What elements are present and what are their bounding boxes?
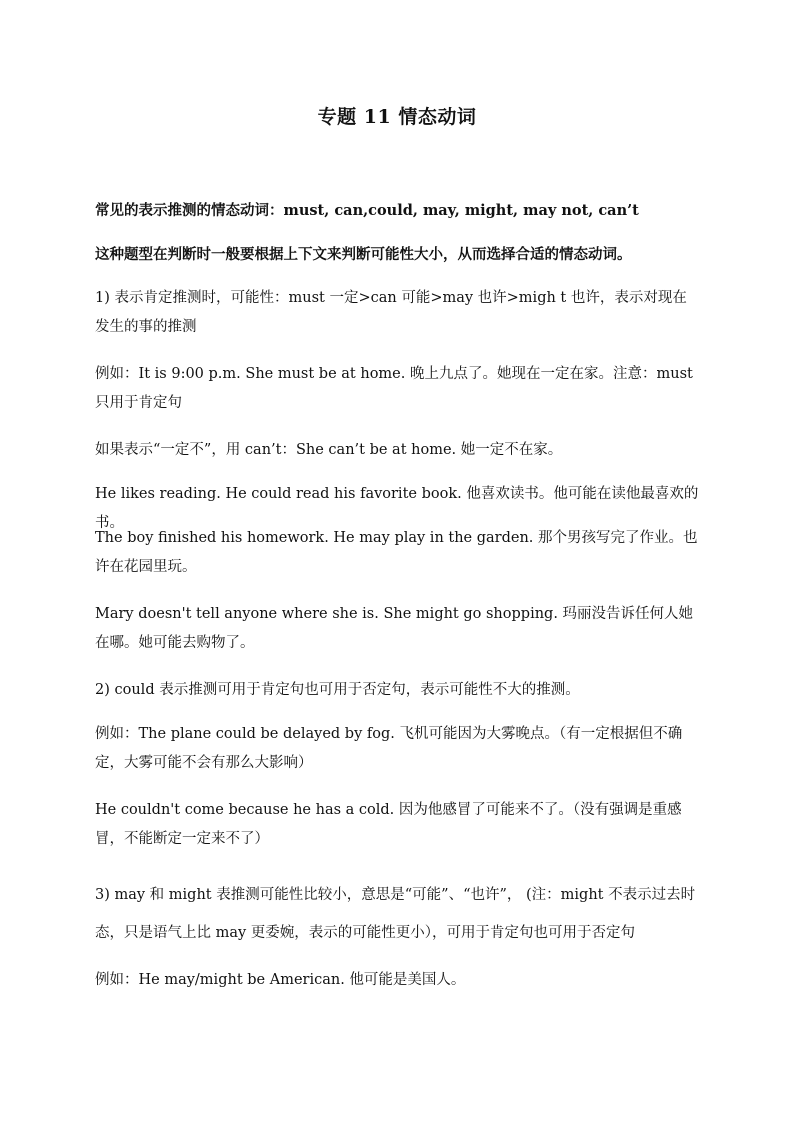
page-title: 专题 11 情态动词 (317, 106, 477, 128)
paragraph-might-example: Mary doesn't tell anyone where she is. She might go shopping. 玛丽没告诉任何人她在哪。她可能去购物了。 (95, 606, 694, 651)
paragraph-rule-3: 3) may 和 might 表推测可能性比较小，意思是“可能”、“也许”， (注：might 不表示过去时态，只是语气上比 may 更委婉，表示的可能性更小），可用于肯定句也可用于否定句 (95, 887, 696, 941)
paragraph-rule-1: 1) 表示肯定推测时，可能性：must 一定>can 可能>may 也许>migh t 也许，表示对现在发生的事的推测 (95, 290, 687, 335)
paragraph-could-example: He likes reading. He could read his favorite book. 他喜欢读书。他可能在读他最喜欢的书。 (95, 486, 699, 531)
heading-modal-verbs-list: 常见的表示推测的情态动词：must, can,could, may, might, may not, can’t (95, 202, 639, 219)
paragraph-cant: 如果表示“一定不”，用 can’t：She can’t be at home. 她一定不在家。 (95, 442, 563, 458)
paragraph-example-1: 例如：It is 9:00 p.m. She must be at home. 晚上九点了。她现在一定在家。注意：must 只用于肯定句 (95, 366, 693, 411)
paragraph-example-3: He couldn't come because he has a cold. 因为他感冒了可能来不了。（没有强调是重感冒，不能断定一定来不了） (95, 802, 682, 847)
paragraph-example-2: 例如：The plane could be delayed by fog. 飞机可能因为大雾晚点。（有一定根据但不确定，大雾可能不会有那么大影响） (95, 726, 683, 771)
paragraph-rule-2: 2) could 表示推测可用于肯定句也可用于否定句，表示可能性不大的推测。 (95, 682, 580, 698)
heading-tip: 这种题型在判断时一般要根据上下文来判断可能性大小，从而选择合适的情态动词。 (95, 246, 632, 263)
paragraph-may-example: The boy finished his homework. He may play in the garden. 那个男孩写完了作业。也许在花园里玩。 (95, 530, 698, 575)
paragraph-example-4: 例如：He may/might be American. 他可能是美国人。 (95, 972, 466, 988)
